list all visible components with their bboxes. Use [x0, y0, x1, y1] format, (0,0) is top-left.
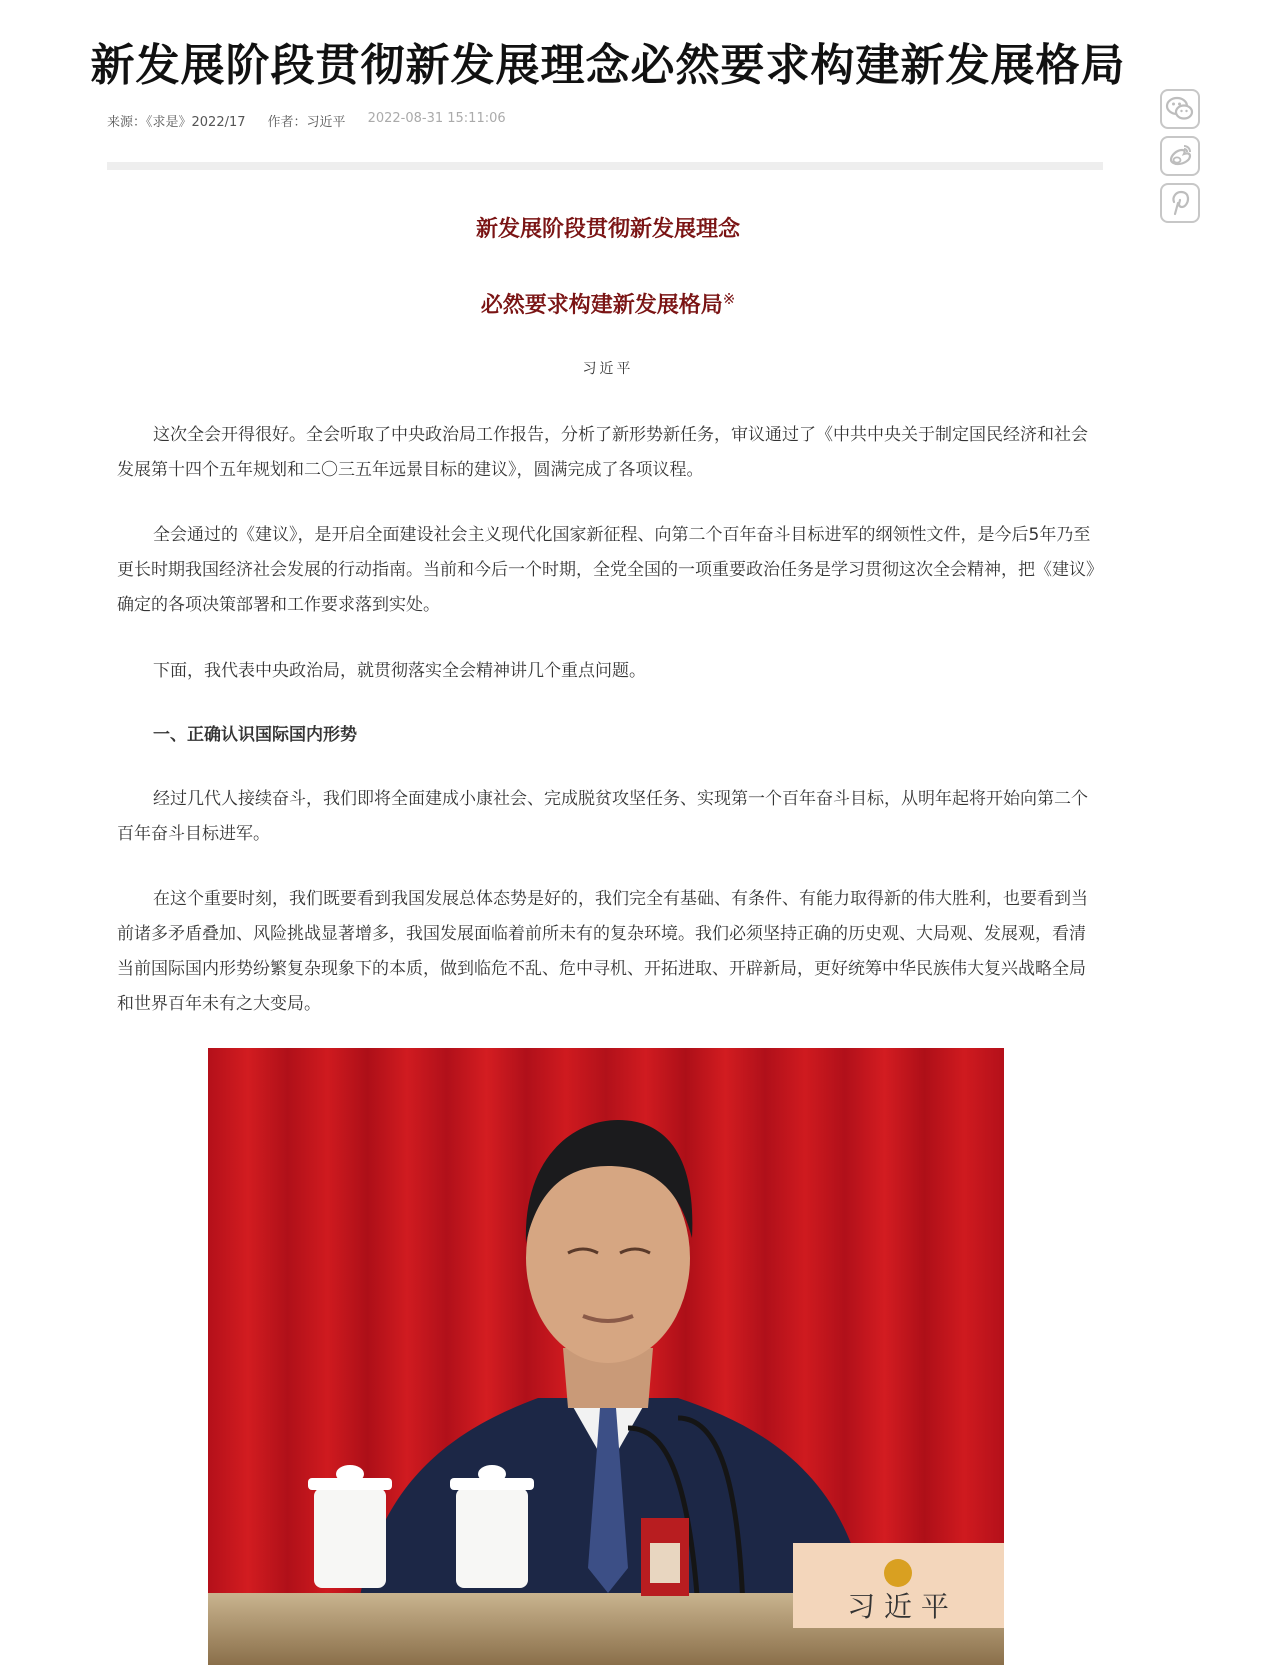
author-info: [268, 111, 346, 130]
article-meta: [107, 111, 506, 130]
share-wechat-button[interactable]: [1160, 89, 1200, 129]
footnote-mark: ※: [722, 290, 736, 308]
source-info: [107, 111, 246, 130]
share-weibo-button[interactable]: [1160, 136, 1200, 176]
page-title: 新发展阶段贯彻新发展理念必然要求构建新发展格局: [90, 40, 1126, 91]
article-heading-text: 必然要求构建新发展格局: [480, 293, 723, 318]
wechat-icon: [1162, 91, 1198, 127]
article-byline: 习近平: [582, 361, 634, 377]
weibo-icon: [1162, 138, 1198, 174]
nameplate-text: 习 近 平: [847, 1590, 949, 1623]
header-divider: [107, 162, 1103, 170]
paragraph-1: 这次全会开得很好。全会听取了中央政治局工作报告，分析了新形势新任务，审议通过了《中共中央关于制定国民经济和社会发展第十四个五年规划和二〇三五年远景目标的建议》，圆满完成了各项议程。: [117, 425, 1088, 480]
article-photo: [208, 1048, 1004, 1665]
source-label: 来源：: [107, 115, 147, 130]
author-label: 作者：: [267, 115, 307, 130]
paragraph-4: 经过几代人接续奋斗，我们即将全面建成小康社会、完成脱贫攻坚任务、实现第一个百年奋斗目标，从明年起将开始向第二个百年奋斗目标进军。: [117, 789, 1088, 844]
paragraph-2: 全会通过的《建议》，是开启全面建设社会主义现代化国家新征程、向第二个百年奋斗目标进军的纲领性文件，是今后5年乃至更长时期我国经济社会发展的行动指南。当前和今后一个时期，全党全国的一项重要政治任务是学习贯彻这次全会精神，把《建议》确定的各项决策部署和工作要求落到实处。: [117, 525, 1095, 615]
author-value: 习近平: [306, 115, 346, 130]
section-heading: 一、正确认识国际国内形势: [153, 725, 357, 745]
article-heading-line-2: [0, 288, 1216, 319]
article-heading-line-1: 新发展阶段贯彻新发展理念: [475, 217, 740, 242]
paragraph-3: 下面，我代表中央政治局，就贯彻落实全会精神讲几个重点问题。: [153, 661, 646, 681]
source-value: 《求是》2022/17: [146, 115, 246, 130]
paragraph-5: 在这个重要时刻，我们既要看到我国发展总体态势是好的，我们完全有基础、有条件、有能力取得新的伟大胜利，也要看到当前诸多矛盾叠加、风险挑战显著增多，我国发展面临着前所未有的复杂环境。我们必须坚持正确的历史观、大局观、发展观，看清当前国际国内形势纷繁复杂现象下的本质，做到临危不乱、危中寻机、开拓进取、开辟新局，更好统筹中华民族伟大复兴战略全局和世界百年未有之大变局。: [117, 889, 1088, 1014]
publish-datetime: 2022-08-31 15:11:06: [367, 111, 506, 126]
